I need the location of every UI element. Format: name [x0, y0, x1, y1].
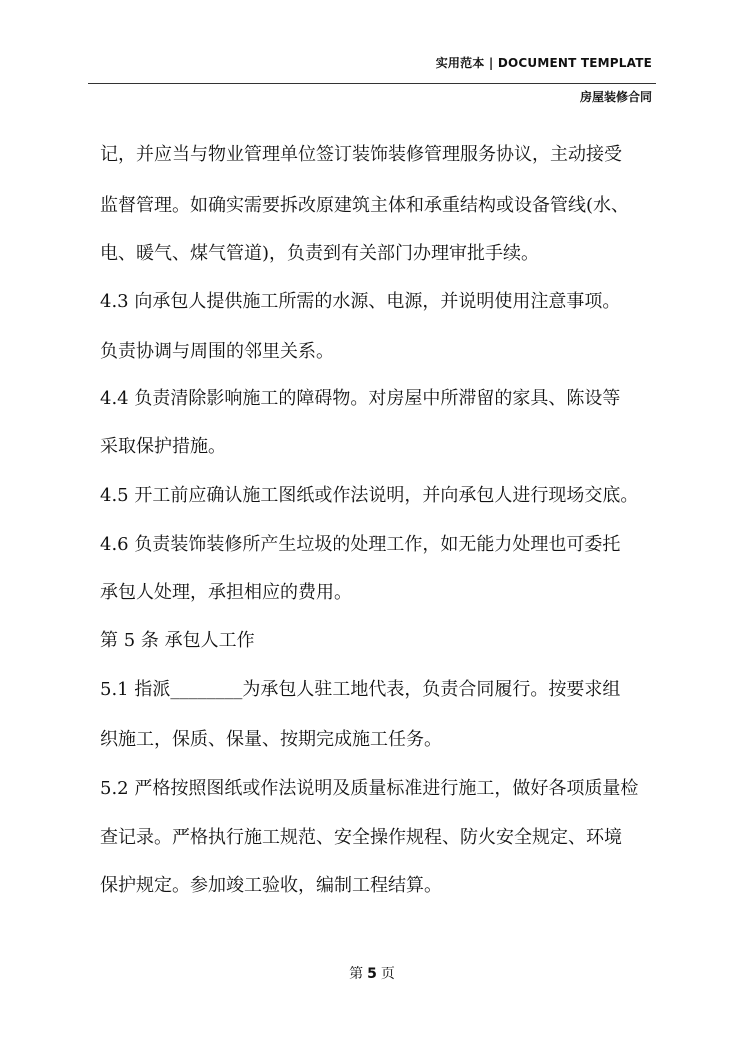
document-subtitle: 房屋装修合同 [579, 90, 652, 104]
body-line: 织施工，保质、保量、按期完成施工任务。 [100, 729, 442, 750]
page-number: 5 [367, 966, 377, 982]
body-line: 5.1 指派________为承包人驻工地代表，负责合同履行。按要求组 [100, 679, 621, 700]
body-line: 负责协调与周围的邻里关系。 [100, 341, 334, 362]
page-prefix: 第 [349, 966, 364, 982]
body-line: 查记录。严格执行施工规范、安全操作规程、防火安全规定、环境 [100, 827, 622, 848]
body-line: 5.2 严格按照图纸或作法说明及质量标准进行施工，做好各项质量检 [100, 778, 639, 799]
body-line: 4.6 负责装饰装修所产生垃圾的处理工作，如无能力处理也可委托 [100, 534, 621, 555]
body-line: 记，并应当与物业管理单位签订装饰装修管理服务协议，主动接受 [100, 144, 622, 165]
body-line: 采取保护措施。 [100, 436, 226, 457]
header-divider [88, 83, 656, 84]
body-line: 监督管理。如确实需要拆改原建筑主体和承重结构或设备管线(水、 [100, 195, 630, 216]
section-heading: 第 5 条 承包人工作 [100, 630, 255, 651]
page-suffix: 页 [380, 966, 395, 982]
body-line: 保护规定。参加竣工验收，编制工程结算。 [100, 875, 442, 896]
body-line: 电、暖气、煤气管道)，负责到有关部门办理审批手续。 [100, 243, 540, 264]
body-line: 4.4 负责清除影响施工的障碍物。对房屋中所滞留的家具、陈设等 [100, 388, 621, 409]
body-line: 4.5 开工前应确认施工图纸或作法说明，并向承包人进行现场交底。 [100, 485, 639, 506]
body-line: 4.3 向承包人提供施工所需的水源、电源，并说明使用注意事项。 [100, 291, 621, 312]
body-line: 承包人处理，承担相应的费用。 [100, 582, 352, 603]
page-footer [0, 963, 744, 983]
document-template-header: 实用范本 | DOCUMENT TEMPLATE [435, 56, 652, 70]
